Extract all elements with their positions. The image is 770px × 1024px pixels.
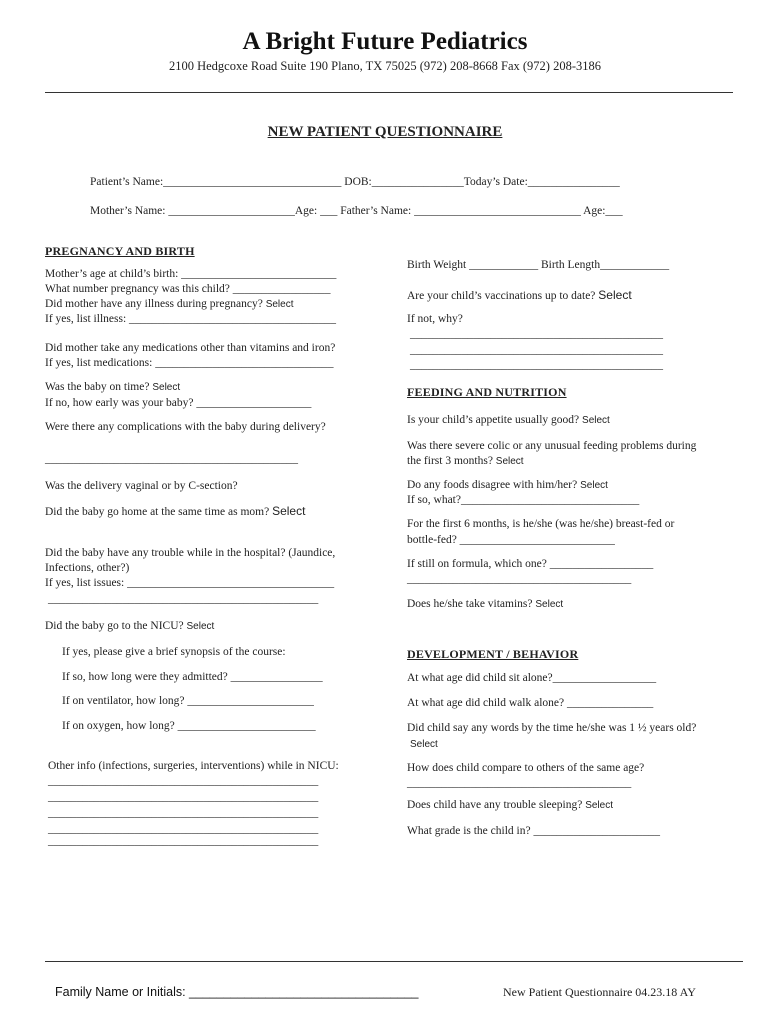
sleeping-label: Does child have any trouble sleeping? [407, 799, 583, 811]
hospital-trouble-question-cont: Infections, other?) [45, 562, 130, 574]
nicu-other-line-2[interactable]: _______________________________________________ [48, 791, 319, 803]
parent-info-line[interactable]: Mother’s Name: ______________________Age: ___ Father’s Name: _____________________________ Age:___ [90, 205, 623, 217]
mother-age-field[interactable]: Mother’s age at child’s birth: ___________________________ [45, 268, 337, 280]
nicu-other-line-1[interactable]: _______________________________________________ [48, 775, 319, 787]
pregnancy-birth-heading: PREGNANCY AND BIRTH [45, 244, 195, 258]
medications-list-field[interactable]: If yes, list medications: _______________________________ [45, 357, 334, 369]
go-home-select[interactable]: Select [272, 504, 306, 518]
words-question: Did child say any words by the time he/she was 1 ½ years old? [407, 722, 697, 734]
on-time-question [45, 381, 180, 393]
illness-question [45, 298, 293, 310]
issues-list-field[interactable]: If yes, list issues: ____________________________________ [45, 577, 335, 589]
nicu-admitted-field[interactable]: If so, how long were they admitted? ________________ [62, 671, 323, 683]
if-not-why-label: If not, why? [407, 313, 463, 325]
feeding-nutrition-heading: FEEDING AND NUTRITION [407, 385, 567, 399]
vaccinations-question [407, 288, 632, 302]
appetite-select[interactable]: Select [582, 415, 610, 426]
sleeping-select[interactable]: Select [585, 800, 613, 811]
header-divider [45, 92, 733, 93]
feeding-type-question: For the first 6 months, is he/she (was he/she) breast-fed or [407, 518, 675, 530]
vaccinations-label: Are your child’s vaccinations up to date? [407, 290, 596, 302]
vitamins-select[interactable]: Select [535, 599, 564, 610]
grade-field[interactable]: What grade is the child in? ______________________ [407, 825, 660, 837]
compare-question: How does child compare to others of the same age? [407, 762, 645, 774]
nicu-other-line-5[interactable]: _______________________________________________ [48, 835, 319, 847]
nicu-select[interactable]: Select [186, 621, 215, 632]
colic-label: the first 3 months? [407, 455, 493, 467]
complications-field[interactable]: ____________________________________________ [45, 453, 298, 465]
on-time-label: Was the baby on time? [45, 381, 150, 393]
bottle-fed-field[interactable]: bottle-fed? ___________________________ [407, 534, 615, 546]
family-name-field[interactable]: Family Name or Initials: _________________________________ [55, 985, 419, 999]
on-time-select[interactable]: Select [152, 382, 181, 393]
foods-question [407, 479, 608, 491]
colic-question-cont [407, 455, 524, 467]
appetite-question [407, 414, 610, 426]
pregnancy-number-field[interactable]: What number pregnancy was this child? _________________ [45, 283, 331, 295]
why-line-3[interactable]: ____________________________________________ [410, 359, 663, 371]
how-early-field[interactable]: If no, how early was your baby? ____________________ [45, 397, 312, 409]
formula-field[interactable]: If still on formula, which one? __________________ [407, 558, 654, 570]
footer-divider [45, 961, 743, 962]
ventilator-field[interactable]: If on ventilator, how long? ______________________ [62, 695, 314, 707]
oxygen-field[interactable]: If on oxygen, how long? ________________________ [62, 720, 316, 732]
go-home-label: Did the baby go home at the same time as mom? [45, 506, 270, 518]
formula-line-2[interactable]: _______________________________________ [407, 573, 632, 585]
nicu-synopsis-label: If yes, please give a brief synopsis of the course: [62, 646, 286, 658]
delivery-question[interactable]: Was the delivery vaginal or by C-section? [45, 480, 238, 492]
illness-select[interactable]: Select [265, 299, 294, 310]
practice-title: A Bright Future Pediatrics [242, 28, 528, 55]
nicu-label: Did the baby go to the NICU? [45, 620, 184, 632]
compare-field[interactable]: _______________________________________ [407, 777, 632, 789]
nicu-other-info-label: Other info (infections, surgeries, interventions) while in NICU: [48, 760, 339, 772]
practice-address: 2100 Hedgcoxe Road Suite 190 Plano, TX 75025 (972) 208-8668 Fax (972) 208-3186 [168, 59, 601, 73]
nicu-other-line-4[interactable]: _______________________________________________ [48, 823, 319, 835]
why-line-1[interactable]: ____________________________________________ [410, 328, 663, 340]
colic-select[interactable]: Select [495, 456, 524, 467]
complications-question: Were there any complications with the baby during delivery? [45, 421, 326, 433]
development-behavior-heading: DEVELOPMENT / BEHAVIOR [407, 647, 579, 661]
nicu-question [45, 620, 214, 632]
form-version-label: New Patient Questionnaire 04.23.18 AY [503, 985, 696, 999]
nicu-other-line-3[interactable]: _______________________________________________ [48, 807, 319, 819]
hospital-trouble-question: Did the baby have any trouble while in the hospital? (Jaundice, [45, 547, 336, 559]
go-home-question [45, 504, 305, 518]
words-select[interactable]: Select [410, 739, 438, 750]
vaccinations-select[interactable]: Select [598, 288, 632, 302]
sit-alone-field[interactable]: At what age did child sit alone?__________________ [407, 672, 657, 684]
vitamins-question [407, 598, 563, 610]
issues-list-field-2[interactable]: _______________________________________________ [48, 593, 319, 605]
illness-label: Did mother have any illness during pregnancy? [45, 298, 263, 310]
foods-select[interactable]: Select [580, 480, 608, 491]
why-line-2[interactable]: ____________________________________________ [410, 344, 663, 356]
form-title: NEW PATIENT QUESTIONNAIRE [267, 124, 503, 140]
vitamins-label: Does he/she take vitamins? [407, 598, 533, 610]
appetite-label: Is your child’s appetite usually good? [407, 414, 580, 426]
patient-info-line[interactable]: Patient’s Name:_______________________________ DOB:________________Today’s Date:________________ [90, 176, 620, 188]
walk-alone-field[interactable]: At what age did child walk alone? _______________ [407, 697, 654, 709]
sleeping-question [407, 799, 613, 811]
illness-list-field[interactable]: If yes, list illness: ____________________________________ [45, 313, 337, 325]
medications-question: Did mother take any medications other than vitamins and iron? [45, 342, 336, 354]
colic-question: Was there severe colic or any unusual feeding problems during [407, 440, 697, 452]
foods-what-field[interactable]: If so, what?_______________________________ [407, 494, 640, 506]
birth-weight-length-field[interactable]: Birth Weight ____________ Birth Length____________ [407, 259, 670, 271]
foods-label: Do any foods disagree with him/her? [407, 479, 578, 491]
